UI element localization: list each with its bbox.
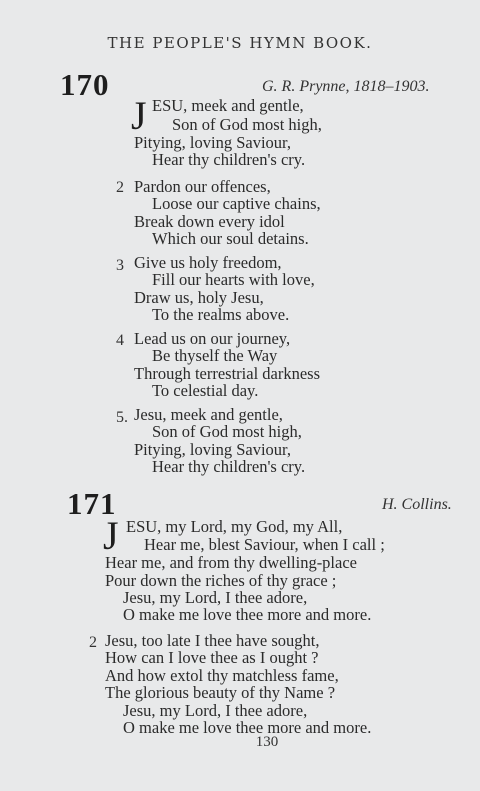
hymn-170-author: G. R. Prynne, 1818–1903. <box>262 78 430 95</box>
hymn-170-verse-1-line-3: Pitying, loving Saviour, <box>134 133 292 152</box>
hymn-170-verse-5-line-4: Hear thy children's cry. <box>152 457 306 476</box>
hymn-number-170: 170 <box>60 67 110 102</box>
hymn-171-verse-2-line-1: Jesu, too late I thee have sought, <box>105 631 320 650</box>
hymn-170-verse-2-line-4: Which our soul detains. <box>152 229 309 248</box>
page-number: 130 <box>255 734 279 750</box>
hymn-171-author: H. Collins. <box>382 496 452 513</box>
hymn-170-dropcap: J <box>131 93 147 138</box>
hymn-171-verse-2-line-4: The glorious beauty of thy Name ? <box>105 683 336 702</box>
hymn-171-dropcap: J <box>103 513 119 558</box>
hymn-number-171: 171 <box>67 486 117 521</box>
hymn-171-verse-2-line-5: Jesu, my Lord, I thee adore, <box>123 701 308 720</box>
hymn-170-verse-2-line-1: Pardon our offences, <box>134 177 271 196</box>
hymn-170-verse-1-line-4: Hear thy children's cry. <box>152 150 306 169</box>
hymn-170-verse-3-line-3: Draw us, holy Jesu, <box>134 288 264 307</box>
hymn-171-verse-1-line-4: Pour down the riches of thy grace ; <box>105 571 337 590</box>
hymn-170-verse-2-number: 2 <box>116 179 124 196</box>
hymn-170-verse-1-line-1: ESU, meek and gentle, <box>152 96 304 115</box>
hymn-170-verse-1-line-2: Son of God most high, <box>172 115 322 134</box>
hymn-171-verse-2-line-3: And how extol thy matchless fame, <box>105 666 339 685</box>
hymn-170-verse-5-line-1: Jesu, meek and gentle, <box>134 405 283 424</box>
hymn-170-verse-3-number: 3 <box>116 257 124 274</box>
running-head: THE PEOPLE'S HYMN BOOK. <box>107 34 373 52</box>
hymn-170-verse-5-line-2: Son of God most high, <box>152 422 302 441</box>
hymn-170-verse-3-line-4: To the realms above. <box>152 305 290 324</box>
hymn-170-verse-5-line-3: Pitying, loving Saviour, <box>134 440 292 459</box>
hymn-170-verse-3-line-2: Fill our hearts with love, <box>152 270 315 289</box>
hymn-171-verse-2-line-2: How can I love thee as I ought ? <box>105 648 319 667</box>
hymn-171-verse-1-line-6: O make me love thee more and more. <box>123 605 372 624</box>
hymn-171-verse-2-number: 2 <box>89 634 97 651</box>
hymn-170-verse-4-number: 4 <box>116 332 124 349</box>
hymn-170-verse-3-line-1: Give us holy freedom, <box>134 253 282 272</box>
hymn-170-verse-4-line-2: Be thyself the Way <box>152 346 278 365</box>
hymn-170-verse-4-line-4: To celestial day. <box>152 381 259 400</box>
hymn-170-verse-5-number: 5. <box>116 409 128 426</box>
hymn-171-verse-1-line-1: ESU, my Lord, my God, my All, <box>126 517 343 536</box>
hymn-170-verse-2-line-3: Break down every idol <box>134 212 285 231</box>
hymn-171-verse-1-line-3: Hear me, and from thy dwelling-place <box>105 553 357 572</box>
hymn-171-verse-2-line-6: O make me love thee more and more. <box>123 718 372 737</box>
hymn-170-verse-2-line-2: Loose our captive chains, <box>152 194 321 213</box>
hymn-171-verse-1-line-5: Jesu, my Lord, I thee adore, <box>123 588 308 607</box>
hymn-171-verse-1-line-2: Hear me, blest Saviour, when I call ; <box>144 535 385 554</box>
hymn-170-verse-4-line-3: Through terrestrial darkness <box>134 364 321 383</box>
hymn-170-verse-4-line-1: Lead us on our journey, <box>134 329 291 348</box>
